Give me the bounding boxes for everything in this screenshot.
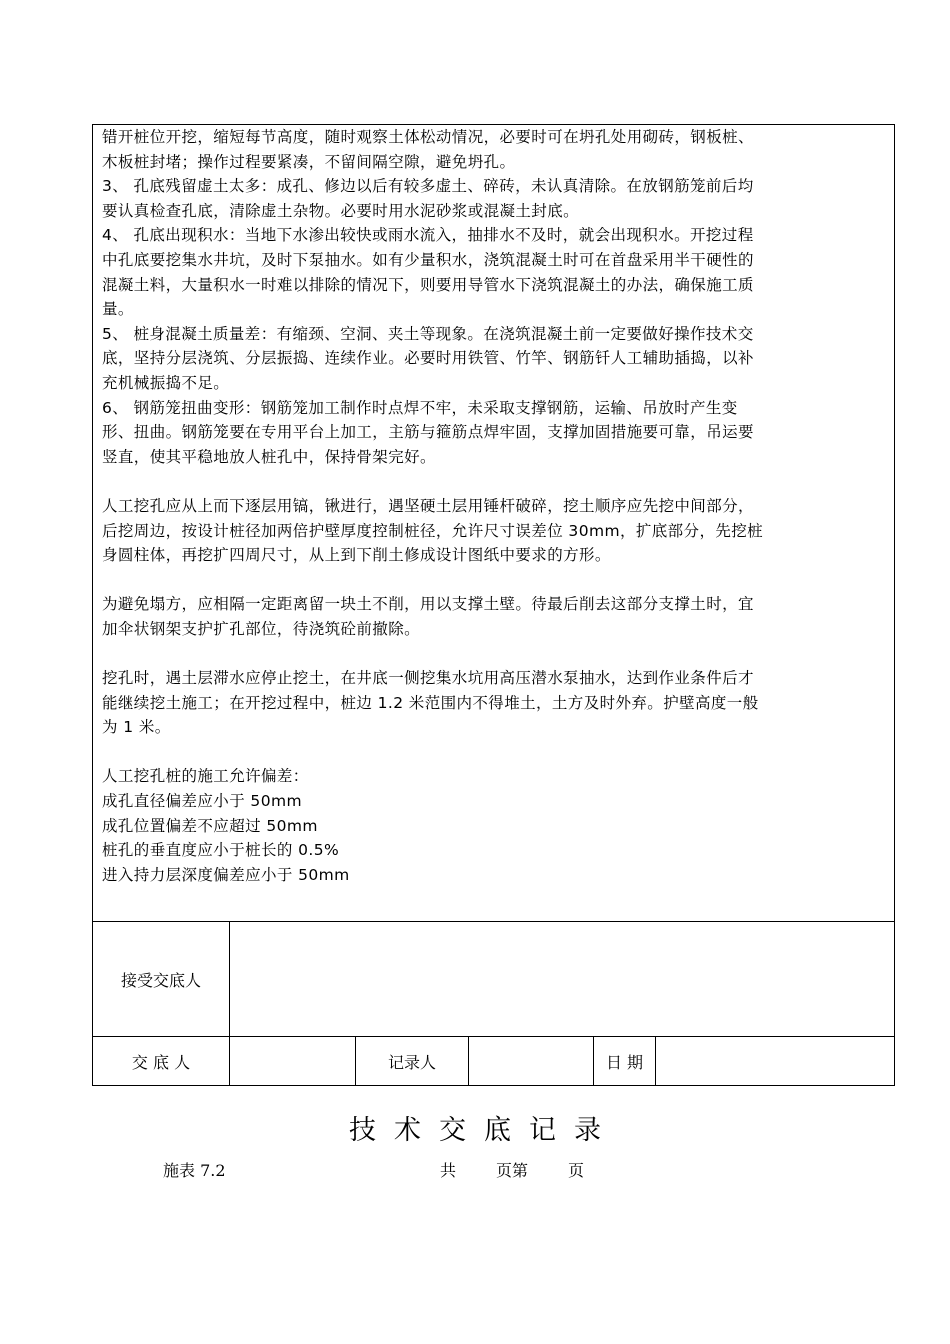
- content-line: 进入持力层深度偏差应小于 50mm: [102, 865, 350, 884]
- recorder-field[interactable]: [469, 1037, 594, 1085]
- signoff-row: [93, 1037, 894, 1085]
- content-line: 竖直，使其平稳地放人桩孔中，保持骨架完好。: [102, 447, 436, 466]
- page-label: 页第: [496, 1161, 529, 1180]
- content-line: 能继续挖土施工；在开挖过程中，桩边 1.2 米范围内不得堆土，土方及时外弃。护壁高度一般: [102, 693, 759, 712]
- content-line: 加伞状钢架支护扩孔部位，待浇筑砼前撤除。: [102, 619, 421, 638]
- content-line: 混凝土料，大量积水一时难以排除的情况下，则要用导管水下浇筑混凝土的办法，确保施工质: [102, 275, 754, 294]
- content-line: 挖孔时，遇土层滞水应停止挖土，在井底一侧挖集水坑用高压潜水泵抽水，达到作业条件后才: [102, 669, 754, 688]
- content-line: 充机械振捣不足。: [102, 373, 230, 392]
- page-count: [440, 1158, 584, 1181]
- page-suffix: 页: [568, 1161, 585, 1180]
- content-line: 身圆柱体，再挖扩四周尺寸，从上到下削土修成设计图纸中要求的方形。: [102, 546, 611, 565]
- presenter-field[interactable]: [230, 1037, 356, 1085]
- total-label: 共: [440, 1161, 457, 1180]
- content-line: 3、 孔底残留虚土太多：成孔、修边以后有较多虚土、碎砖，未认真清除。在放钢筋笼前后均: [102, 177, 754, 196]
- receiver-label: 接受交底人: [93, 922, 230, 1036]
- content-line: 6、 钢筋笼扭曲变形：钢筋笼加工制作时点焊不牢，未采取支撑钢筋，运输、吊放时产生变: [102, 398, 738, 417]
- content-line: 错开桩位开挖，缩短每节高度，随时观察土体松动情况，必要时可在坍孔处用砌砖，钢板桩、: [102, 128, 754, 146]
- presenter-label: 交 底 人: [93, 1037, 230, 1085]
- content-line: 成孔位置偏差不应超过 50mm: [102, 816, 318, 835]
- briefing-content: [93, 125, 894, 922]
- content-line: 为 1 米。: [102, 718, 171, 737]
- date-field[interactable]: [656, 1037, 894, 1085]
- content-line: 底，坚持分层浇筑、分层振捣、连续作业。必要时用铁管、竹竿、钢筋钎人工辅助插捣，以补: [102, 349, 754, 368]
- content-line: 形、扭曲。钢筋笼要在专用平台上加工，主筋与箍筋点焊牢固，支撑加固措施要可靠，吊运要: [102, 423, 754, 442]
- content-line: 桩孔的垂直度应小于桩长的 0.5%: [102, 841, 340, 860]
- content-line: 要认真检查孔底，清除虚土杂物。必要时用水泥砂浆或混凝土封底。: [102, 201, 580, 220]
- technical-briefing-table: [92, 124, 895, 1086]
- receiver-row: [93, 922, 894, 1037]
- content-line: 人工挖孔桩的施工允许偏差：: [102, 767, 309, 786]
- content-line: 木板桩封堵；操作过程要紧凑，不留间隔空隙，避免坍孔。: [102, 152, 516, 171]
- form-number: 施表 7.2: [163, 1161, 226, 1180]
- content-line: 5、 桩身混凝土质量差：有缩颈、空洞、夹土等现象。在浇筑混凝土前一定要做好操作技术交: [102, 324, 754, 343]
- receiver-signature-field[interactable]: [230, 922, 894, 1036]
- content-line: 4、 孔底出现积水：当地下水渗出较快或雨水流入，抽排水不及时，就会出现积水。开挖过程: [102, 226, 754, 245]
- content-line: 中孔底要挖集水井坑，及时下泵抽水。如有少量积水，浇筑混凝土时可在首盘采用半干硬性的: [102, 250, 754, 269]
- content-line: 量。: [102, 300, 134, 319]
- content-line: 为避免塌方，应相隔一定距离留一块土不削，用以支撑土壁。待最后削去这部分支撑土时，宜: [102, 595, 754, 614]
- date-label: 日 期: [594, 1037, 656, 1085]
- recorder-label: 记录人: [356, 1037, 469, 1085]
- document-title: 技术交底记录: [349, 1115, 619, 1146]
- content-line: 人工挖孔应从上而下逐层用镐，锹进行，遇坚硬土层用锤杆破碎，挖土顺序应先挖中间部分，: [102, 496, 754, 515]
- content-line: 成孔直径偏差应小于 50mm: [102, 792, 302, 811]
- content-line: 后挖周边，按设计桩径加两倍护壁厚度控制桩径，允许尺寸误差位 30mm，扩底部分，先挖桩: [102, 521, 764, 540]
